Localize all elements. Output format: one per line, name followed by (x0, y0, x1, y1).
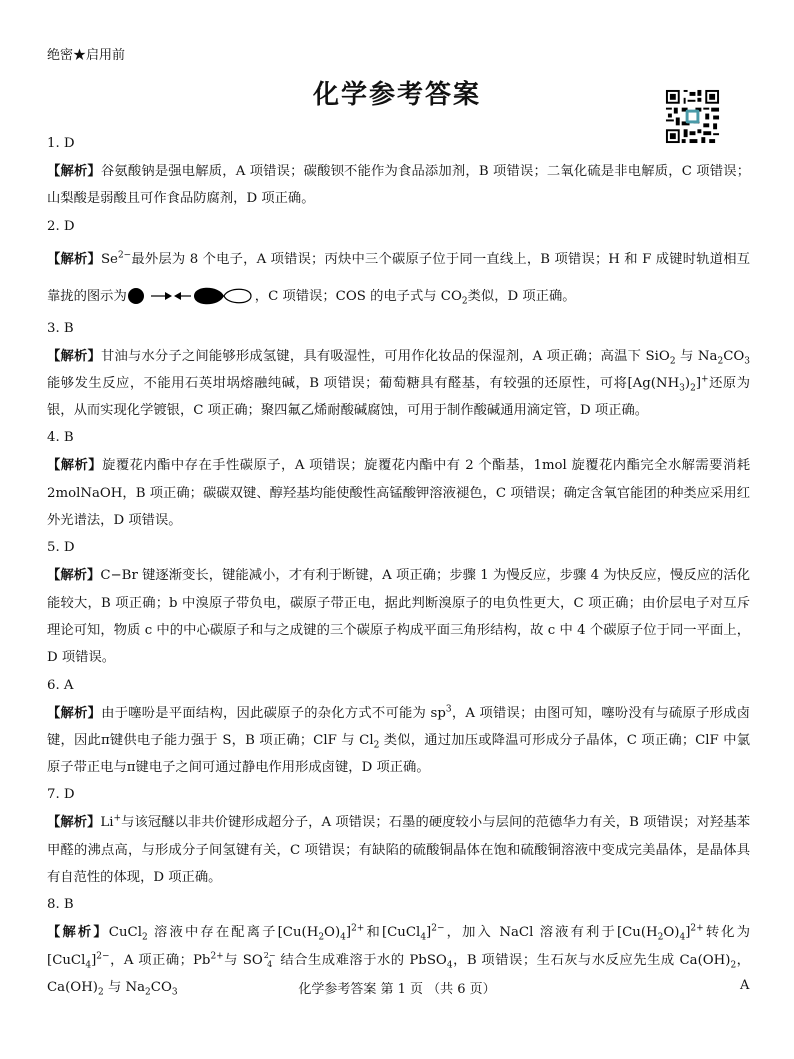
confidential-label: 绝密★启用前 (47, 48, 126, 63)
subscript: 4 (267, 960, 273, 970)
subscript: 2 (373, 740, 380, 751)
subscript: 2 (690, 383, 696, 394)
analysis-tag: 【解析】 (47, 348, 101, 364)
analysis-body: 还原为银，从而实现化学镀银，C 项正确；聚四氟乙烯耐酸碱腐蚀，可用于制作酸碱通用滴定管，D 项正确。 (47, 375, 751, 419)
analysis-body: ] (426, 925, 432, 941)
analysis-body: 与该冠醚以非共价键形成超分子，A 项错误；石墨的硬度较小与层间的范德华力有关，B 项错误；对羟基苯甲醛的沸点高，与形成分子间氢键有关，C 项错误；有缺陷的硫酸铜晶体在饱和硫酸铜溶液中变成完美晶体，是晶体具有自范性的体现，D 项正确。 (47, 815, 750, 886)
formula: Li (100, 815, 114, 831)
analysis-text (47, 158, 750, 213)
subscript: 2 (461, 296, 468, 307)
question-number: 6. A (47, 677, 74, 693)
analysis-body: 溶液中存在配离子[Cu(H (147, 925, 319, 941)
charge: 2− (117, 250, 132, 261)
analysis-body: 结合生成难溶于水的 PbSO (275, 952, 447, 968)
analysis-body: ，C 项错误；COS 的电子式与 CO (254, 288, 462, 304)
analysis-body: 与 Na (103, 979, 146, 995)
charge: 2− (431, 923, 445, 934)
analysis-body: 与 Na (675, 348, 718, 364)
charge: 2+ (690, 923, 704, 934)
analysis-body: 最外层为 8 个电子，A 项错误；丙炔中三个碳原子位于同一直线上，B 项错误；H 和 F 成键时轨道相互靠拢的图示为 (47, 251, 751, 304)
analysis-tag: 【解析】 (47, 251, 101, 267)
analysis-tag: 【解析】 (47, 815, 101, 831)
subscript: 2 (657, 933, 664, 943)
subscript: 2 (97, 987, 104, 998)
charge: 2+ (210, 951, 224, 962)
analysis-body: ] (345, 925, 352, 941)
analysis-body: 旋覆花内酯中存在手性碳原子，A 项错误；旋覆花内酯中有 2 个酯基，1mol 旋覆花内酯完全水解需要消耗 2molNaOH，B 项正确；碳碳双键、醇羟基均能使酸性高锰酸钾溶液褪色，C 项错误；确定含氧官能团的种类应采用红外光谱法，D 项错误。 (47, 458, 751, 529)
analysis-body: C−Br 键逐渐变长，键能减小，才有利于断键，A 项正确；步骤 1 为慢反应，步骤 4 为快反应，慢反应的活化能较大，B 项正确；b 中溴原子带负电，碳原子带正电，据此判断溴原子的电负性更大，C 项正确；由价层电子对互斥理论可知，物质 c 中的中心碳原子和与之成键的三个碳原子构成平面三角形结构，故 c 中 4 个碳原子位于同一平面上，D 项错误。 (47, 568, 751, 666)
analysis-body: 谷氨酸钠是强电解质，A 项错误；碳酸钡不能作为食品添加剂，B 项错误；二氧化硫是非电解质，C 项错误；山梨酸是弱酸且可作食品防腐剂，D 项正确。 (47, 164, 751, 207)
analysis-body: ] (91, 952, 97, 968)
analysis-tag: 【解析】 (47, 164, 101, 179)
question-number: 7. D (47, 787, 75, 803)
analysis-body: ，Ca(OH) (47, 952, 750, 995)
analysis-body: CuCl (108, 925, 142, 941)
analysis-body: 与 SO (223, 952, 263, 968)
subscript: 2 (145, 987, 151, 998)
analysis-body: CO (150, 979, 172, 995)
analysis-text (47, 452, 750, 534)
analysis-body: ，A 项正确；Pb (109, 952, 211, 968)
analysis-tag: 【解析】 (47, 458, 103, 474)
analysis-body: ，B 项错误；生石灰与水反应先生成 Ca(OH) (452, 952, 731, 968)
analysis-text (47, 700, 750, 782)
analysis-body: 类似，D 项正确。 (467, 288, 576, 304)
answer-content (47, 130, 750, 1001)
analysis-body: 转化为[CuCl (47, 925, 751, 968)
question-number: 3. B (47, 320, 74, 336)
subscript: 3 (744, 356, 751, 367)
analysis-text (47, 562, 750, 671)
subscript: 2 (717, 356, 724, 367)
analysis-body: O) (324, 925, 341, 941)
paper-version-label: A (740, 978, 750, 993)
analysis-body: ] (695, 375, 702, 391)
analysis-text (47, 809, 750, 891)
analysis-body: CO (723, 348, 745, 364)
question-number: 8. B (47, 897, 74, 913)
analysis-body: ，A 项错误；由图可知，噻吩没有与硫原子形成卤键，因此π键供电子能力强于 S，B 项正确；ClF 与 Cl (47, 705, 750, 748)
analysis-body: 甘油与水分子之间能够形成氢键，具有吸湿性，可用作化妆品的保湿剂，A 项正确；高温下 SiO (100, 348, 670, 364)
subscript: 2 (669, 356, 676, 367)
subscript: 4 (446, 960, 453, 971)
subscript: 2 (318, 933, 325, 943)
subscript: 4 (340, 933, 346, 943)
formula: Se (100, 251, 118, 267)
analysis-body: ) (684, 375, 691, 391)
subscript: 2 (730, 960, 737, 971)
analysis-body: 由于噻吩是平面结构，因此碳原子的杂化方式不可能为 sp (101, 705, 446, 721)
question-number: 1. D (47, 136, 75, 151)
analysis-body: 和[CuCl (364, 925, 421, 941)
question-number: 2. D (47, 218, 75, 234)
charge: + (701, 374, 709, 385)
charge: 2− (96, 951, 110, 962)
analysis-tag: 【解析】 (47, 705, 102, 721)
subscript: 3 (171, 987, 178, 998)
page-title: 化学参考答案 (312, 80, 481, 110)
subscript: 2 (141, 933, 148, 943)
subscript: 4 (679, 933, 686, 943)
subscript: 4 (85, 960, 92, 971)
analysis-tag: 【解析】 (47, 568, 101, 584)
analysis-tag: 【解析】 (47, 925, 109, 941)
analysis-text (47, 343, 750, 425)
analysis-body: 类似，通过加压或降温可形成分子晶体，C 项正确；ClF 中氯原子带正电与π键电子之间可通过静电作用形成卤键，D 项正确。 (47, 732, 750, 776)
charge: 2+ (351, 923, 365, 934)
analysis-body: 能够发生反应，不能用石英坩埚熔融纯碱，B 项错误；葡萄糖具有醛基，有较强的还原性，可将[Ag(NH (47, 375, 680, 391)
analysis-body: O) (663, 925, 680, 941)
analysis-body: ，加入 NaCl 溶液有利于[Cu(H (444, 925, 658, 941)
superscript: 3 (445, 704, 452, 715)
subscript: 4 (420, 933, 427, 943)
question-number: 4. B (47, 430, 74, 446)
page-footer: 化学参考答案 第 1 页 （共 6 页） (298, 982, 496, 997)
orbital-overlap-diagram (127, 284, 255, 308)
analysis-text (47, 241, 750, 315)
charge: + (113, 814, 122, 825)
analysis-body: ] (685, 925, 691, 941)
question-number: 5. D (47, 540, 75, 556)
subscript: 3 (679, 383, 685, 394)
charge: 2− (263, 951, 276, 961)
